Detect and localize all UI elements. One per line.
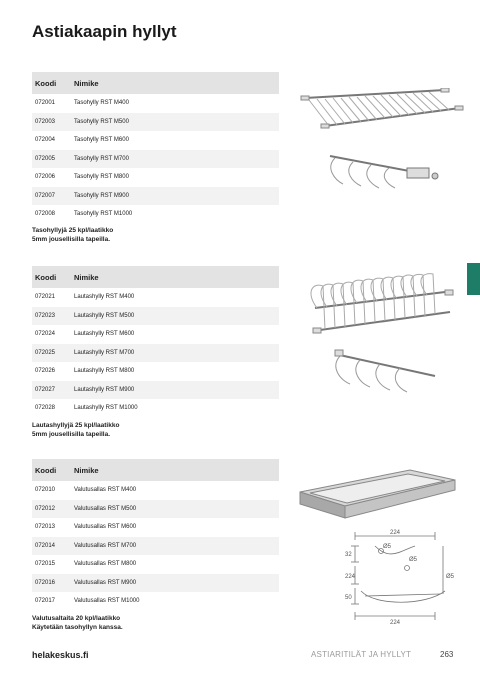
table-row <box>32 399 279 418</box>
dimension-left-3: 50 <box>345 595 352 601</box>
product-code: 072025 <box>32 344 74 363</box>
flat-shelf-image <box>295 88 465 193</box>
drip-tray-image <box>295 466 465 626</box>
product-code: 072027 <box>32 381 74 400</box>
product-name: Lautashylly RST M600 <box>74 331 135 338</box>
diameter-label-3: Ø5 <box>446 574 455 580</box>
drip-tray-product-table <box>32 459 279 611</box>
diameter-label-1: Ø5 <box>383 544 392 550</box>
dimension-top: 224 <box>390 530 401 536</box>
dimension-left-1: 32 <box>345 552 352 558</box>
product-code: 072014 <box>32 537 74 556</box>
note-line: 5mm jousellisilla tapeilla. <box>32 236 111 243</box>
column-header-name: Nimike <box>74 72 279 94</box>
product-code: 072013 <box>35 524 56 531</box>
product-code: 072008 <box>35 211 56 218</box>
product-name: Valutusallas RST M500 <box>74 500 279 519</box>
product-code: 072028 <box>35 405 56 412</box>
note-line: Lautashyllyjä 25 kpl/laatikko <box>32 422 120 429</box>
product-code: 072004 <box>35 137 56 144</box>
table-row <box>32 325 279 344</box>
column-header-code: Koodi <box>32 72 74 94</box>
plate-rack-image <box>295 272 465 402</box>
product-name: Tasohylly RST M700 <box>74 150 279 169</box>
table-row <box>32 592 279 611</box>
footer-section-title: ASTIARITILÄT JA HYLLYT <box>311 650 412 659</box>
table-row <box>32 168 279 187</box>
product-code: 072007 <box>32 187 74 206</box>
product-name: Tasohylly RST M800 <box>74 174 129 181</box>
product-code: 072026 <box>35 368 56 375</box>
product-code: 072006 <box>35 174 56 181</box>
product-code: 072023 <box>32 307 74 326</box>
note-line: Valutusaltaita 20 kpl/laatikko <box>32 615 121 622</box>
product-code: 072012 <box>32 500 74 519</box>
product-name: Valutusallas RST M1000 <box>74 598 140 605</box>
product-name: Lautashylly RST M500 <box>74 307 279 326</box>
table-row <box>32 288 279 307</box>
table-row <box>32 307 279 326</box>
table-row <box>32 205 279 224</box>
product-name: Valutusallas RST M400 <box>74 487 137 494</box>
column-header-name: Nimike <box>74 266 279 288</box>
drip-tray-note <box>32 614 123 632</box>
product-code: 072003 <box>32 113 74 132</box>
product-name: Lautashylly RST M700 <box>74 344 279 363</box>
product-name: Lautashylly RST M400 <box>74 294 135 301</box>
table-row <box>32 574 279 593</box>
table-row <box>32 500 279 519</box>
table-row <box>32 187 279 206</box>
product-name: Lautashylly RST M800 <box>74 368 135 375</box>
table-row <box>32 362 279 381</box>
product-code: 072010 <box>35 487 56 494</box>
shelf-product-table <box>32 72 279 224</box>
dimension-bottom: 224 <box>390 620 401 626</box>
table-row <box>32 150 279 169</box>
shelf-note <box>32 226 113 244</box>
product-name: Tasohylly RST M600 <box>74 137 129 144</box>
section-tab-marker <box>467 263 480 295</box>
plate-rack-product-table <box>32 266 279 418</box>
table-row <box>32 518 279 537</box>
product-code: 072021 <box>35 294 56 301</box>
table-row <box>32 381 279 400</box>
note-line: 5mm jousellisilla tapeilla. <box>32 431 111 438</box>
plate-rack-note <box>32 421 119 439</box>
column-header-name: Nimike <box>74 459 279 481</box>
product-name: Valutusallas RST M600 <box>74 524 137 531</box>
page-title: Astiakaapin hyllyt <box>32 22 177 41</box>
product-code: 072001 <box>35 100 56 107</box>
product-name: Tasohylly RST M1000 <box>74 211 133 218</box>
product-name: Tasohylly RST M500 <box>74 113 279 132</box>
product-code: 072005 <box>32 150 74 169</box>
note-line: Tasohyllyjä 25 kpl/laatikko <box>32 227 114 234</box>
product-name: Tasohylly RST M900 <box>74 187 279 206</box>
table-row <box>32 537 279 556</box>
product-name: Lautashylly RST M900 <box>74 381 279 400</box>
table-row <box>32 481 279 500</box>
product-name: Tasohylly RST M400 <box>74 100 129 107</box>
product-name: Lautashylly RST M1000 <box>74 405 138 412</box>
note-line: Käytetään tasohyllyn kanssa. <box>32 624 123 631</box>
table-row <box>32 344 279 363</box>
table-row <box>32 555 279 574</box>
product-name: Valutusallas RST M800 <box>74 561 137 568</box>
column-header-code: Koodi <box>32 459 74 481</box>
table-row <box>32 94 279 113</box>
page-number: 263 <box>440 650 454 659</box>
table-row <box>32 131 279 150</box>
column-header-code: Koodi <box>32 266 74 288</box>
product-code: 072016 <box>32 574 74 593</box>
product-code: 072024 <box>35 331 56 338</box>
footer-brand: helakeskus.fi <box>32 650 89 660</box>
product-name: Valutusallas RST M700 <box>74 537 279 556</box>
dimension-left-2: 224 <box>345 574 356 580</box>
product-code: 072017 <box>35 598 56 605</box>
diameter-label-2: Ø5 <box>409 557 418 563</box>
product-name: Valutusallas RST M900 <box>74 574 279 593</box>
table-row <box>32 113 279 132</box>
product-code: 072015 <box>35 561 56 568</box>
